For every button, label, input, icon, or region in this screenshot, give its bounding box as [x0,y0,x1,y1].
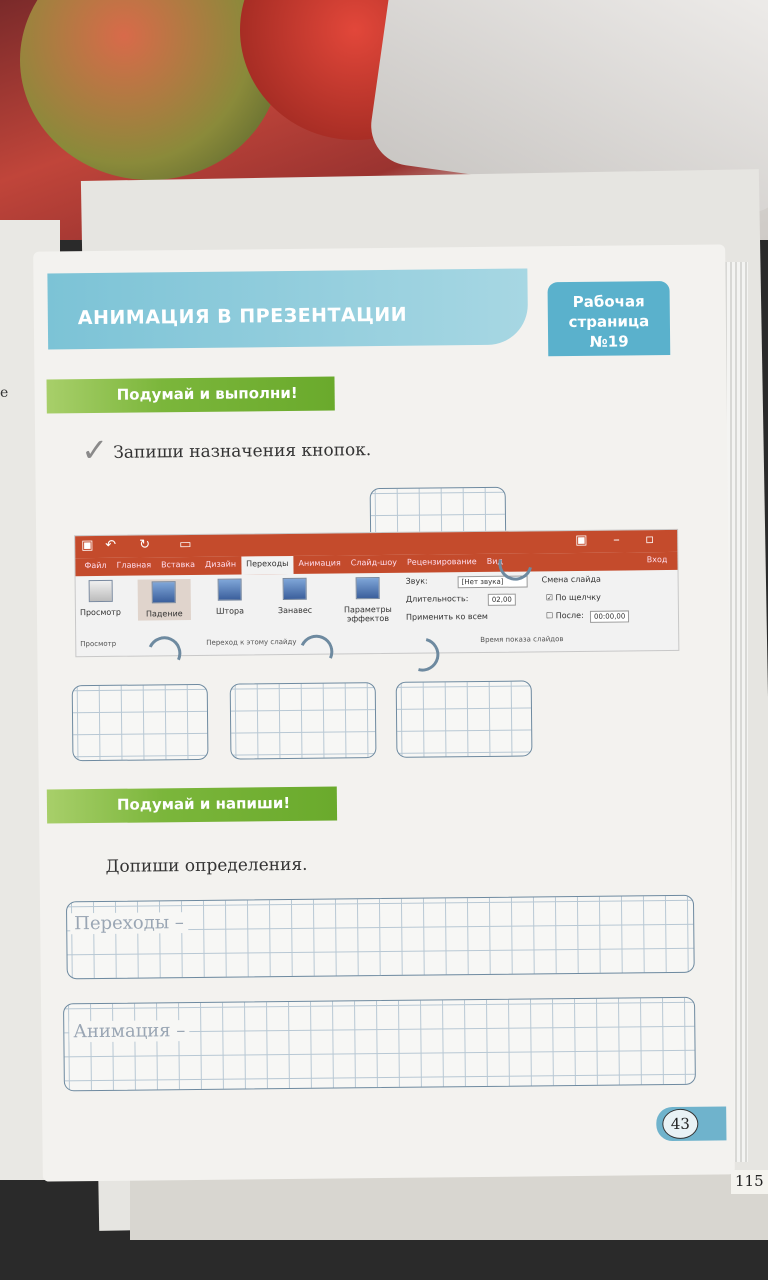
tab-insert: Вставка [161,559,196,570]
effect-options-label-1: Параметры [343,604,392,615]
maximize-icon: ▫ [645,532,655,548]
transition-fall-icon [152,581,176,603]
worksheet-tab-line2: страница №19 [568,312,650,351]
ribbon-options-icon: ▣ [575,532,588,548]
workbook-page [33,244,735,1181]
preview-button [80,580,121,617]
after-field: 00:00,00 [590,610,629,622]
transition-shade-label: Штора [215,606,245,616]
login-link: Вход [646,555,668,565]
tab-file: Файл [84,560,107,571]
tab-home: Главная [116,560,152,570]
slideshow-icon: ▭ [179,537,192,553]
effect-options-button [344,577,392,623]
section-banner-1: Подумай и выполни! [46,377,334,414]
tab-animations: Анимация [298,558,341,568]
check-icon: ✓ [81,430,109,470]
transition-group-label: Переход к этому слайду [206,637,297,647]
section-banner-2: Подумай и напиши! [47,786,337,823]
tab-review: Рецензирование [406,557,477,567]
duration-label: Длительность: [405,594,469,604]
page-number: 43 [662,1109,698,1139]
next-page-number: 115 [731,1170,768,1194]
sound-field: [Нет звука] [458,575,528,588]
preview-label: Просмотр [79,607,122,618]
effect-options-icon [356,577,380,599]
tab-transitions: Переходы [241,556,294,575]
left-page-letter: е [0,385,9,401]
sound-label: Звук: [405,576,428,586]
minimize-icon: – [613,532,620,548]
tab-view: Вид [486,556,503,566]
transition-curtain-icon [283,578,307,600]
page-title: АНИМАЦИЯ В ПРЕЗЕНТАЦИИ [77,303,408,330]
transition-fall-button [138,579,191,621]
answer-grid-box[interactable] [72,684,209,761]
redo-icon: ↻ [139,537,151,553]
definition-label-animation: Анимация – [69,1020,189,1042]
tab-design: Дизайн [204,559,237,569]
transition-fall-label: Падение [145,609,183,619]
undo-icon: ↶ [105,537,117,553]
definition-label-transitions: Переходы – [70,912,188,934]
transition-shade-button [216,578,244,615]
transition-curtain-label: Занавес [277,605,313,616]
definition-grid-transitions[interactable] [66,895,695,980]
duration-field: 02,00 [488,594,516,606]
page-number-tab [656,1106,726,1141]
preview-group-label: Просмотр [80,639,117,649]
definition-grid-animation[interactable] [63,997,696,1092]
worksheet-tab [547,281,670,356]
after-checkbox: ☐ После: [545,610,584,621]
task-2: Допиши определения. [105,854,308,877]
transition-curtain-button [278,578,313,615]
answer-grid-box[interactable] [396,680,533,757]
on-click-checkbox: ☑ По щелчку [545,592,601,603]
transition-shade-icon [218,578,242,600]
apply-all-label: Применить ко всем [405,611,488,622]
on-click-label: По щелчку [555,592,601,603]
advance-slide-title: Смена слайда [541,574,601,585]
task-1: Запиши назначения кнопок. [113,440,372,463]
worksheet-tab-line1: Рабочая [572,292,645,312]
tab-slideshow: Слайд-шоу [350,557,397,568]
timing-group-label: Время показа слайдов [480,635,564,644]
preview-icon [88,580,112,602]
after-label: После: [555,610,584,621]
answer-grid-box[interactable] [230,682,377,760]
effect-options-label-2: эффектов [346,613,390,624]
under-page [130,1170,768,1240]
save-icon: ▣ [81,538,94,554]
